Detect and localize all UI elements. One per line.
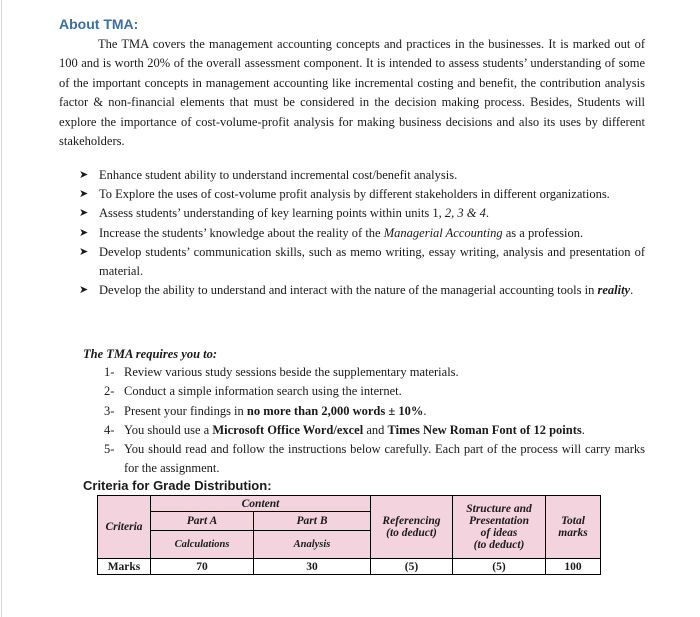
requirement-item: 5- You should read and follow the instructions below carefully. Each part of the process will carry marks for the assignment. [104,442,645,476]
total-marks-header: Total marks [546,496,601,559]
about-tma-heading: About TMA: [59,16,139,32]
about-tma-paragraph [59,35,645,151]
objectives-list [79,166,645,300]
requirement-item: 4- You should use a Microsoft Office Word/excel and Times New Roman Font of 12 points. [104,422,585,437]
arrowhead-bullet-icon: ➤ [79,245,89,258]
part-a-header: Part A [151,512,254,531]
marks-part-a-cell: 70 [151,559,254,575]
objective-item: ➤ Increase the students’ knowledge about the reality of the Managerial Accounting as a profession. [79,224,645,243]
grade-distribution-table [97,495,601,575]
arrowhead-bullet-icon: ➤ [79,207,89,220]
requirements-heading: The TMA requires you to: [83,347,218,361]
requirement-item: 1- Review various study sessions beside the supplementary materials. [104,365,459,379]
marks-label-cell: Marks [98,559,151,575]
calculations-cell: Calculations [151,531,254,559]
arrowhead-bullet-icon: ➤ [79,188,89,201]
arrowhead-bullet-icon: ➤ [79,169,89,181]
objective-item: ➤ To Explore the uses of cost-volume profit analysis by different stakeholders in different organizations. [79,185,645,204]
marks-total-cell: 100 [546,559,601,575]
marks-referencing-cell: (5) [371,559,453,575]
grade-distribution-heading: Criteria for Grade Distribution: [83,478,272,493]
requirement-item: 3- Present your findings in no more than 2,000 words ± 10%. [104,403,427,418]
structure-header: Structure and Presentation of ideas (to deduct) [453,496,546,559]
about-tma-text: The TMA covers the management accounting concepts and practices in the businesses. It is marked out of 100 and is worth 20% of the overall assessment component. It is intended to assess students’ understanding of some of the important concepts in management accounting like incremental costing and benefit, the contribution analysis factor & non-financial elements that must be considered in the decision making process. Besides, Students will explore the importance of cost-volume-profit analysis for making business decisions and also its uses by different stakeholders. [59,37,645,149]
page-left-edge [1,0,2,617]
arrowhead-bullet-icon: ➤ [79,284,89,297]
requirements-list [104,363,645,479]
part-b-header: Part B [254,512,371,531]
content-header: Content [151,496,371,512]
objective-item: ➤ Enhance student ability to understand incremental cost/benefit analysis. [79,166,645,185]
referencing-header: Referencing (to deduct) [371,496,453,559]
analysis-cell: Analysis [254,531,371,559]
objective-item: ➤ Develop students’ communication skills, such as memo writing, essay writing, analysis and presentation of material. [79,244,645,279]
objective-item: ➤ Assess students’ understanding of key learning points within units 1, 2, 3 & 4. [79,204,645,223]
objective-item: ➤ Develop the ability to understand and interact with the nature of the managerial accounting tools in reality. [79,281,645,300]
marks-part-b-cell: 30 [254,559,371,575]
requirement-item: 2- Conduct a simple information search using the internet. [104,384,402,399]
arrowhead-bullet-icon: ➤ [79,226,89,239]
criteria-header: Criteria [98,496,151,559]
marks-structure-cell: (5) [453,559,546,575]
